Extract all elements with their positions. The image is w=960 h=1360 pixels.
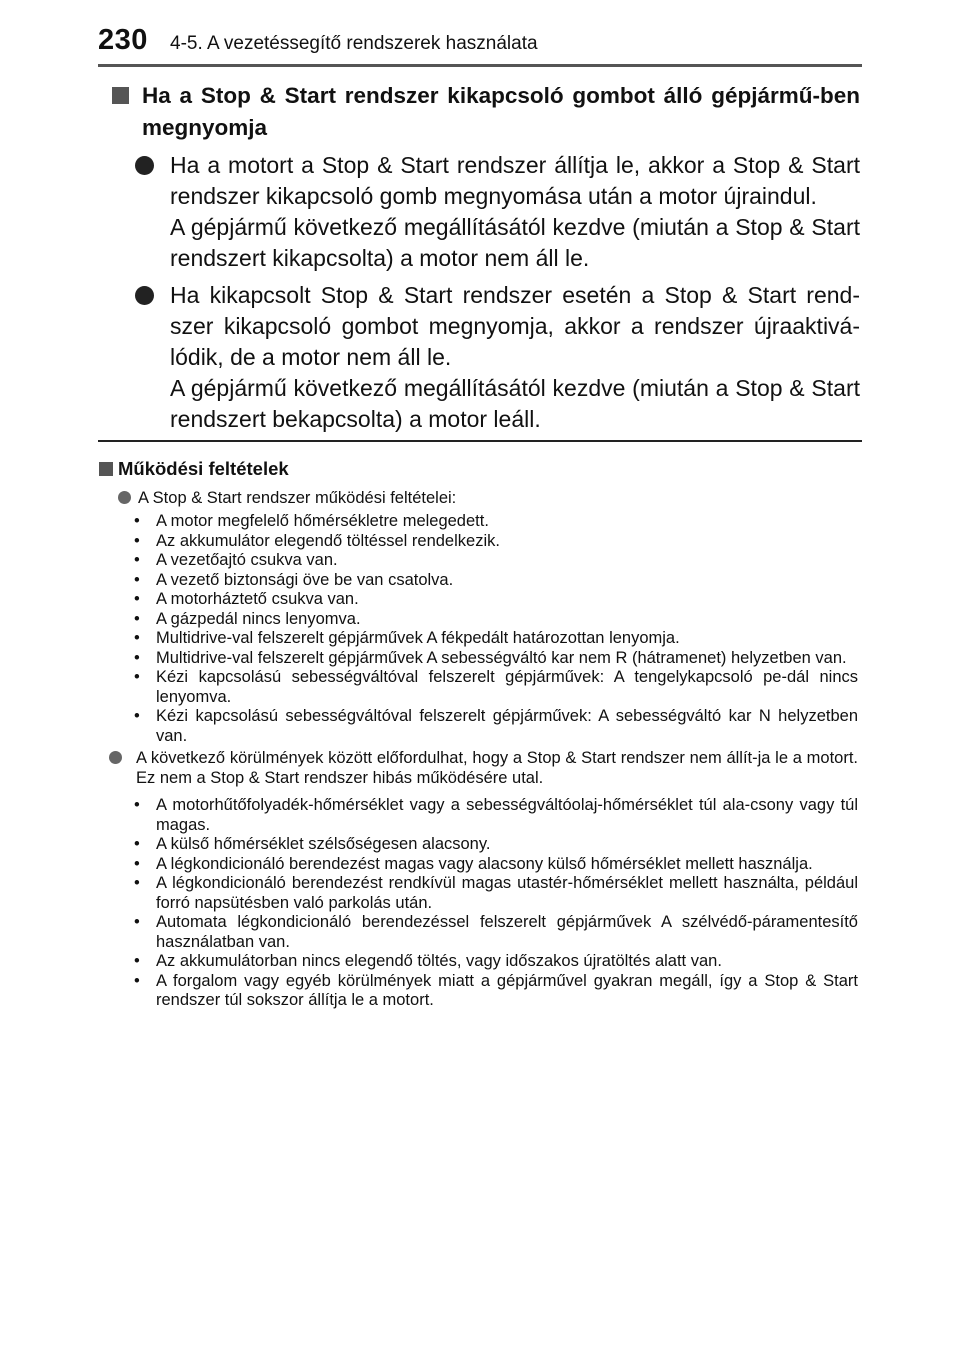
- circle-bullet-icon: [118, 491, 131, 504]
- list-item: • Az akkumulátor elegendő töltéssel rendelkezik.: [98, 532, 858, 552]
- list-item: • A gázpedál nincs lenyomva.: [98, 610, 858, 630]
- list-item: • A vezetőajtó csukva van.: [98, 551, 858, 571]
- list-item: • Kézi kapcsolású sebességváltóval felszerelt gépjárművek: A tengelykapcsoló pe-dál nincs lenyomva.: [98, 668, 858, 707]
- lead-text: A következő körülmények között előfordulhat, hogy a Stop & Start rendszer nem állít-ja le a motort. Ez nem a Stop & Start rendszer hibás működésére utal.: [136, 749, 858, 787]
- lead-paragraph: [98, 748, 858, 788]
- section-heading: [110, 80, 860, 144]
- lead-text: A Stop & Start rendszer működési feltételei:: [138, 489, 457, 507]
- section-stop-start-switch: [110, 80, 860, 441]
- list-item: • Kézi kapcsolású sebességváltóval felszerelt gépjárművek: A sebességváltó kar N helyzetben van.: [98, 707, 858, 746]
- page-number: 230: [98, 24, 148, 56]
- lead-paragraph: [98, 488, 858, 508]
- list-item: • A forgalom vagy egyéb körülmények miatt a gépjárművel gyakran megáll, így a Stop & Start rendszer túl sokszor állítja le a motort.: [98, 972, 858, 1011]
- list-item: • A motorháztető csukva van.: [98, 590, 858, 610]
- circle-bullet-icon: [135, 156, 154, 175]
- item-text: Ha a motort a Stop & Start rendszer állítja le, akkor a Stop & Start rendszer kikapcsoló gomb megnyomása után a motor újraindul.: [170, 152, 860, 209]
- square-bullet-icon: [99, 462, 113, 476]
- subsection-heading: [98, 456, 858, 482]
- square-bullet-icon: [112, 87, 129, 104]
- subsection-heading-text: Működési feltételek: [118, 458, 289, 479]
- section-title: 4-5. A vezetéssegítő rendszerek használata: [170, 33, 538, 54]
- list-item: • A vezető biztonsági öve be van csatolva.: [98, 571, 858, 591]
- list-item: • A légkondicionáló berendezést magas vagy alacsony külső hőmérséklet mellett használja.: [98, 855, 858, 875]
- list-item: • A motor megfelelő hőmérsékletre melegedett.: [98, 512, 858, 532]
- conditions-list: [98, 512, 858, 746]
- item-text: Ha kikapcsolt Stop & Start rendszer esetén a Stop & Start rend-szer kikapcsoló gombot megnyomja, akkor a rendszer újraaktivá-lódik, de a motor nem áll le.: [170, 282, 860, 370]
- item-note: A gépjármű következő megállításától kezdve (miután a Stop & Start rendszert bekapcsolta) a motor leáll.: [170, 375, 860, 432]
- list-item: • Automata légkondicionáló berendezéssel felszerelt gépjárművek A szélvédő-páramentesítő használatban van.: [98, 913, 858, 952]
- list-item: [110, 280, 860, 435]
- list-item: • Multidrive-val felszerelt gépjárművek A fékpedált határozottan lenyomja.: [98, 629, 858, 649]
- list-item: • A külső hőmérséklet szélsőségesen alacsony.: [98, 835, 858, 855]
- header-divider: [98, 64, 862, 67]
- list-item: • Multidrive-val felszerelt gépjárművek A sebességváltó kar nem R (hátramenet) helyzetben van.: [98, 649, 858, 669]
- exceptions-list: [98, 796, 858, 1011]
- list-item: [110, 150, 860, 274]
- circle-bullet-icon: [135, 286, 154, 305]
- circle-bullet-icon: [109, 751, 122, 764]
- section-divider: [98, 440, 862, 442]
- section-operating-conditions: [98, 456, 858, 1013]
- list-item: • A légkondicionáló berendezést rendkívül magas utastér-hőmérséklet mellett használta, például forró napsütésben való parkolás után.: [98, 874, 858, 913]
- list-item: • Az akkumulátorban nincs elegendő töltés, vagy időszakos újratöltés alatt van.: [98, 952, 858, 972]
- section-heading-text: Ha a Stop & Start rendszer kikapcsoló gombot álló gépjármű-ben megnyomja: [142, 83, 860, 140]
- list-item: • A motorhűtőfolyadék-hőmérséklet vagy a sebességváltóolaj-hőmérséklet túl ala-csony vagy túl magas.: [98, 796, 858, 835]
- item-note: A gépjármű következő megállításától kezdve (miután a Stop & Start rendszert kikapcsolta) a motor nem áll le.: [170, 214, 860, 271]
